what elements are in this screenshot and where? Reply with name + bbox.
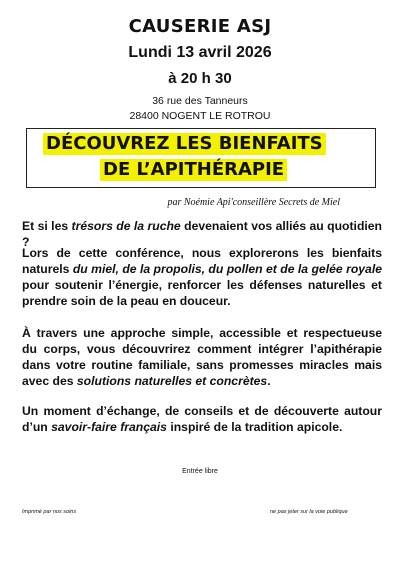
footer-litter-note: ne pas jeter sur la voie publique [270,509,348,515]
headline-line1: DÉCOUVREZ LES BIENFAITS [43,133,326,155]
byline: par Noémie Api'conseillère Secrets de Miel [167,197,340,208]
entry-note: Entrée libre [182,468,218,475]
event-date: Lundi 13 avril 2026 [128,44,272,61]
paragraph-approach: À travers une approche simple, accessible et respectueuse du corps, vous découvrirez comment intégrer l’apithérapie dans votre routine familiale, sans promesses miracles mais avec des solutions naturelles et concrètes. [22,326,382,388]
event-time: à 20 h 30 [168,70,232,87]
event-title: CAUSERIE ASJ [128,16,272,37]
paragraph-intro: Et si les trésors de la ruche devenaient vos alliés au quotidien ? [22,219,382,249]
paragraph-exchange: Un moment d’échange, de conseils et de découverte autour d’un savoir-faire français inspiré de la tradition apicole. [22,404,382,434]
address-city: 28400 NOGENT LE ROTROU [129,110,271,122]
paragraph-conference: Lors de cette conférence, nous explorerons les bienfaits naturels du miel, de la propolis, du pollen et de la gelée royale pour soutenir l’énergie, renforcer les défenses naturelles et prendre soin de la peau en douceur. [22,246,382,308]
headline-line2: DE L’APITHÉRAPIE [100,159,287,181]
footer-printed-note: Imprimé par nos soins [22,509,77,515]
address-street: 36 rue des Tanneurs [152,95,248,107]
